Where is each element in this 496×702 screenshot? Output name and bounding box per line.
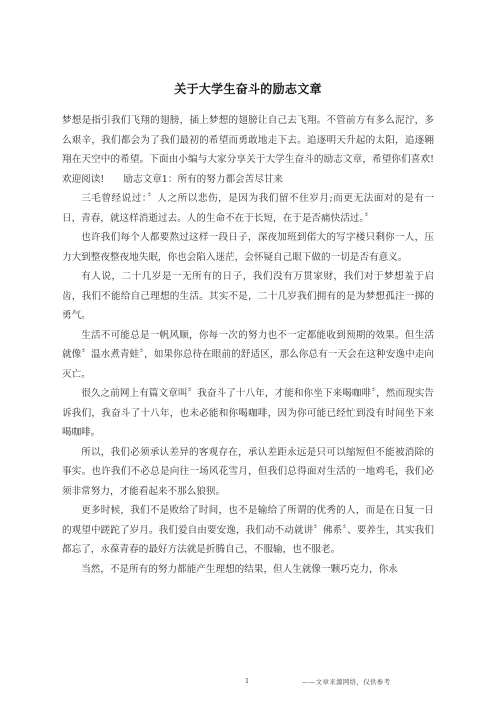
paragraph-intro: 梦想是指引我们飞翔的翅膀，插上梦想的翅膀让自己去飞翔。不管前方有多么泥泞，多么艰辛，我们都会为了我们最初的希望而勇敢地走下去。追逐明天升起的太阳，追逐翱翔在天空中的希望。下面由小编与大家分享关于大学生奋斗的励志文章，希望你们喜欢!欢迎阅读! 励志文章1：所有的努力都会苦尽甘来 <box>62 115 434 185</box>
document-body <box>62 111 434 579</box>
paragraph-quote-sanmao: 三毛曾经说过：〞人之所以悲伤，是因为我们留不住岁月;而更无法面对的是有一日，青春，就这样消逝过去。人的生命不在于长短，在于是否痛快活过。〞 <box>62 193 434 224</box>
paragraph-coffee-article: 很久之前网上有篇文章叫〞我奋斗了十八年，才能和你坐下来喝咖啡〞，然而现实告诉我们，我奋斗了十八年，也未必能和你喝咖啡，因为你可能已经忙到没有时间坐下来喝咖啡。 <box>62 388 434 438</box>
paragraph-comfort-zone: 生活不可能总是一帆风顺，你每一次的努力也不一定都能收到预期的效果。但生活就像〞温水煮青蛙〞，如果你总待在眼前的舒适区，那么你总有一天会在这种安逸中走向灭亡。 <box>62 329 434 380</box>
paragraph-accept-gap: 所以，我们必须承认差异的客观存在，承认差距永远是只可以缩短但不能被消除的事实。也许我们不必总是向往一场风花雪月，但我们总得面对生活的一地鸡毛，我们必须非常努力，才能看起来不那么狼狈。 <box>62 446 434 497</box>
page-number: 1 <box>245 677 250 685</box>
paragraph-late-nights: 也许我们每个人都要熬过这样一段日子，深夜加班到偌大的写字楼只剩你一人，压力大到整夜整夜地失眠，你也会陷入迷茫，会怀疑自己眼下做的一切是否有意义。 <box>62 232 434 263</box>
footer-source-note: ——文章来源网络，仅供参考 <box>302 678 391 686</box>
document-title: 关于大学生奋斗的励志文章 <box>174 82 322 96</box>
paragraph-twenties: 有人说，二十几岁是一无所有的日子，我们没有万贯家财，我们对于梦想羞于启齿，我们不能给自己理想的生活。其实不是，二十几岁我们拥有的是为梦想孤注一掷的勇气。 <box>62 271 434 321</box>
page-footer <box>0 677 496 689</box>
paragraph-time-wasted: 更多时候，我们不是败给了时间，也不是输给了所谓的优秀的人，而是在日复一日的观望中蹉跎了岁月。我们爱自由要安逸，我们动不动就讲〞佛系〞、要养生，其实我们都忘了，永葆青春的最好方法就是折腾自己，不服输，也不服老。 <box>62 505 434 555</box>
paragraph-chocolate: 当然，不是所有的努力都能产生理想的结果，但人生就像一颗巧克力，你永 <box>81 563 398 575</box>
